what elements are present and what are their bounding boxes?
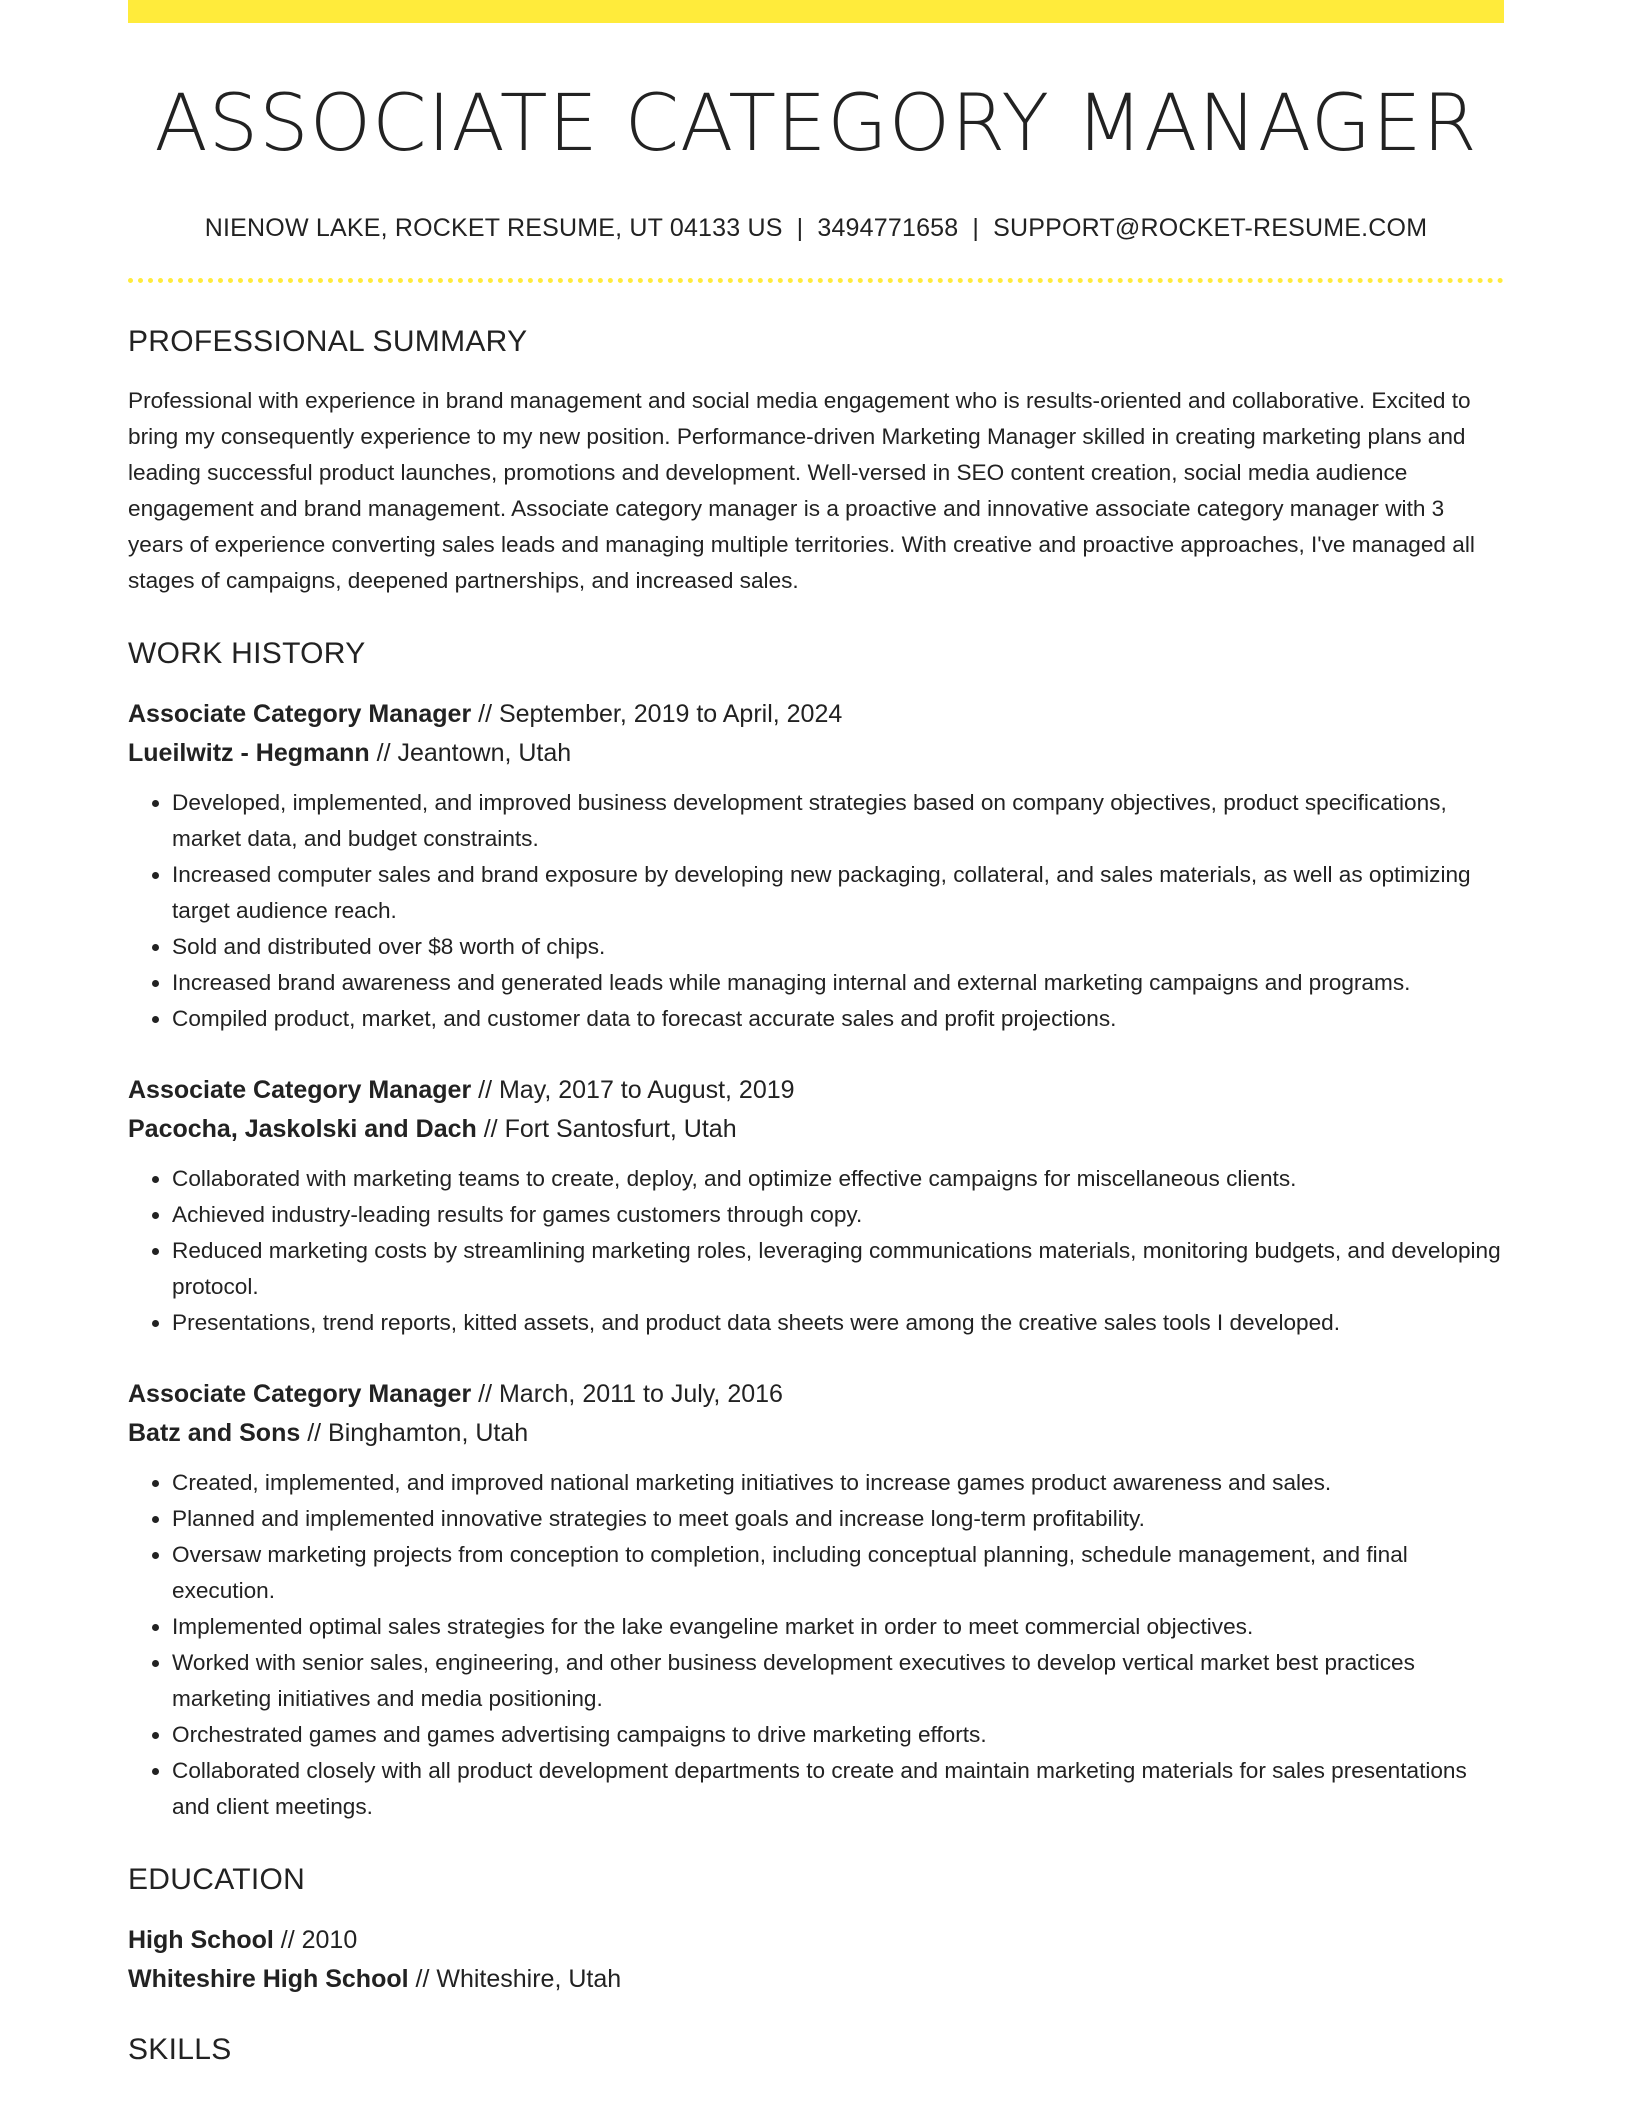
- job-role: Associate Category Manager: [128, 1380, 472, 1408]
- contact-line: [128, 216, 1504, 241]
- bullet-item: • Compiled product, market, and customer data to forecast accurate sales and profit projections.: [172, 1001, 1504, 1037]
- accent-top-bar: [128, 0, 1504, 23]
- education-school-line: [128, 1960, 1504, 1999]
- job-role-line: [128, 695, 1504, 734]
- education-degree: High School: [128, 1926, 274, 1954]
- bullet-item: • Orchestrated games and games advertising campaigns to drive marketing efforts.: [172, 1717, 1504, 1753]
- bullet-item: • Sold and distributed over $8 worth of chips.: [172, 929, 1504, 965]
- job-role-line: [128, 1375, 1504, 1414]
- job-dates: // May, 2017 to August, 2019: [471, 1076, 795, 1104]
- job-company-line: [128, 734, 1504, 773]
- bullet-item: • Reduced marketing costs by streamlining marketing roles, leveraging communications materials, monitoring budgets, and developing protocol.: [172, 1233, 1504, 1305]
- job-bullets: [128, 785, 1504, 1037]
- bullet-item: • Developed, implemented, and improved business development strategies based on company objectives, product specifications, market data, and budget constraints.: [172, 785, 1504, 857]
- job-role: Associate Category Manager: [128, 700, 472, 728]
- bullet-item: • Presentations, trend reports, kitted assets, and product data sheets were among the creative sales tools I developed.: [172, 1305, 1504, 1341]
- bullet-item: • Oversaw marketing projects from conception to completion, including conceptual planning, schedule management, and final execution.: [172, 1537, 1504, 1609]
- bullet-item: • Collaborated closely with all product development departments to create and maintain marketing materials for sales presentations and client meetings.: [172, 1753, 1504, 1825]
- job-entry: [128, 1375, 1504, 1825]
- job-company: Lueilwitz - Hegmann: [128, 739, 370, 767]
- job-entry: [128, 695, 1504, 1037]
- education-year: // 2010: [273, 1926, 358, 1954]
- bullet-item: • Created, implemented, and improved national marketing initiatives to increase games product awareness and sales.: [172, 1465, 1504, 1501]
- work-history-heading: WORK HISTORY: [128, 637, 366, 670]
- job-company-line: [128, 1110, 1504, 1149]
- education-entry: [128, 1921, 1504, 1999]
- bullet-item: • Implemented optimal sales strategies for the lake evangeline market in order to meet commercial objectives.: [172, 1609, 1504, 1645]
- bullet-item: • Increased computer sales and brand exposure by developing new packaging, collateral, and sales materials, as well as optimizing target audience reach.: [172, 857, 1504, 929]
- job-bullets: [128, 1161, 1504, 1341]
- bullet-item: • Increased brand awareness and generated leads while managing internal and external marketing campaigns and programs.: [172, 965, 1504, 1001]
- job-role: Associate Category Manager: [128, 1076, 472, 1104]
- skills-heading: SKILLS: [128, 2033, 232, 2066]
- bullet-item: • Planned and implemented innovative strategies to meet goals and increase long-term profitability.: [172, 1501, 1504, 1537]
- contact-address: NIENOW LAKE, ROCKET RESUME, UT 04133 US: [204, 214, 783, 242]
- summary-text: Professional with experience in brand management and social media engagement who is results-oriented and collaborative. Excited to bring my consequently experience to my new position. Performance-driven Marketing Manager skilled in creating marketing plans and leading successful product launches, promotions and development. Well-versed in SEO content creation, social media audience engagement and brand management. Associate category manager is a proactive and innovative associate category manager with 3 years of experience converting sales leads and managing multiple territories. With creative and proactive approaches, I've managed all stages of campaigns, deepened partnerships, and increased sales.: [128, 388, 1475, 593]
- education-location: // Whiteshire, Utah: [408, 1965, 622, 1993]
- job-company: Batz and Sons: [128, 1419, 301, 1447]
- contact-phone: 3494771658: [817, 214, 959, 242]
- contact-separator: |: [796, 214, 804, 242]
- education-degree-line: [128, 1921, 1504, 1960]
- bullet-item: • Worked with senior sales, engineering, and other business development executives to develop vertical market best practices marketing initiatives and media positioning.: [172, 1645, 1504, 1717]
- job-location: // Binghamton, Utah: [300, 1419, 529, 1447]
- job-company-line: [128, 1414, 1504, 1453]
- job-role-line: [128, 1071, 1504, 1110]
- resume-title: ASSOCIATE CATEGORY MANAGER: [154, 79, 1478, 169]
- job-bullets: [128, 1465, 1504, 1825]
- job-dates: // March, 2011 to July, 2016: [471, 1380, 783, 1408]
- contact-separator: |: [972, 214, 980, 242]
- dotted-divider: [128, 278, 1504, 283]
- bullet-item: • Collaborated with marketing teams to create, deploy, and optimize effective campaigns for miscellaneous clients.: [172, 1161, 1504, 1197]
- job-dates: // September, 2019 to April, 2024: [471, 700, 843, 728]
- education-school: Whiteshire High School: [128, 1965, 409, 1993]
- bullet-item: • Achieved industry-leading results for games customers through copy.: [172, 1197, 1504, 1233]
- job-location: // Jeantown, Utah: [369, 739, 572, 767]
- job-location: // Fort Santosfurt, Utah: [476, 1115, 737, 1143]
- job-entry: [128, 1071, 1504, 1341]
- education-heading: EDUCATION: [128, 1863, 306, 1896]
- resume-page: [128, 0, 1504, 2065]
- summary-heading: PROFESSIONAL SUMMARY: [128, 325, 528, 358]
- contact-email: SUPPORT@ROCKET-RESUME.COM: [993, 214, 1428, 242]
- job-company: Pacocha, Jaskolski and Dach: [128, 1115, 477, 1143]
